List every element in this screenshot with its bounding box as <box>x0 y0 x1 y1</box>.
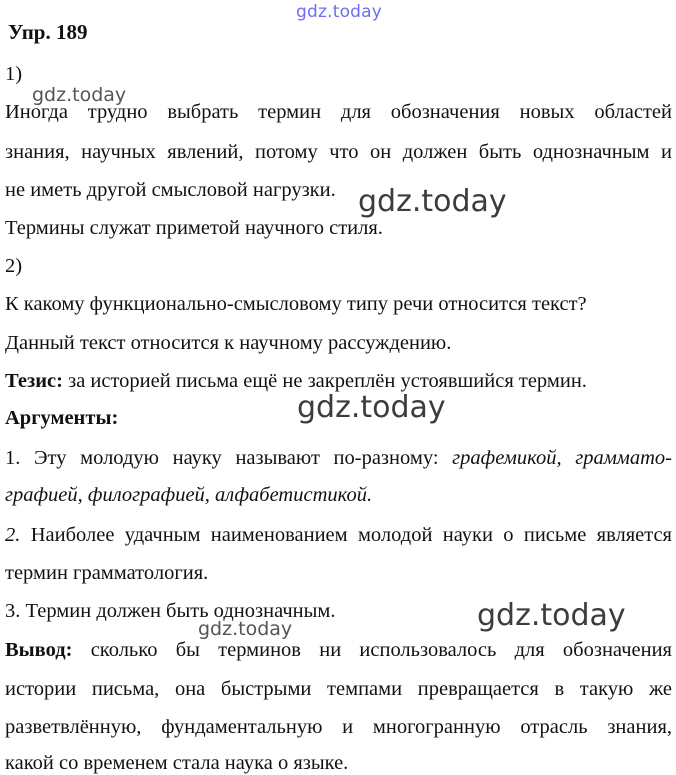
argument-2-continuation: термин грамматология. <box>5 562 209 584</box>
argument-3-line: 3. Термин должен быть однозначным. <box>5 600 336 622</box>
argument-2-line <box>5 523 672 547</box>
conclusion-line: истории письма, она быстрыми темпами превращается в такую же <box>5 678 672 700</box>
argument-2-text: Наиболее удачным наименованием молодой науки о письме является <box>20 524 672 546</box>
conclusion-line: какой со временем стала наука о языке. <box>5 752 349 774</box>
question-line: К какому функционально-смысловому типу речи относится текст? <box>5 293 587 315</box>
arguments-label: Аргументы: <box>5 407 119 429</box>
argument-1-line <box>5 446 672 470</box>
argument-1-start: 1. Эту молодую науку называют по-разному: <box>5 447 453 469</box>
thesis-label: Тезис: <box>5 370 63 392</box>
paragraph-line: знания, научных явлений, потому что он должен быть однозначным и <box>5 141 672 163</box>
conclusion-line: разветвлённую, фундаментальную и многогранную отрасль знания, <box>5 716 672 738</box>
answer-line: Данный текст относится к научному рассуждению. <box>5 332 452 354</box>
argument-1-continuation: графией, филографией, алфабетистикой. <box>5 484 373 506</box>
conclusion-line <box>5 638 672 662</box>
watermark: gdz.today <box>296 2 383 22</box>
thesis-line <box>5 369 587 393</box>
argument-2-number: 2. <box>5 524 21 546</box>
paragraph-line: не иметь другой смысловой нагрузки. <box>5 179 336 201</box>
argument-1-italic: графемикой, граммато- <box>452 447 672 469</box>
watermark: gdz.today <box>32 84 127 106</box>
thesis-text: за историей письма ещё не закреплён устоявшийся термин. <box>62 370 587 392</box>
watermark: gdz.today <box>477 598 626 633</box>
paragraph-line: Иногда трудно выбрать термин для обозначения новых областей <box>5 101 672 123</box>
conclusion-text: сколько бы терминов ни использовалось для обозначения <box>72 639 672 661</box>
watermark: gdz.today <box>358 184 507 219</box>
part2-marker: 2) <box>5 255 23 277</box>
watermark: gdz.today <box>198 618 293 640</box>
part1-marker: 1) <box>5 63 23 85</box>
conclusion-label: Вывод: <box>5 639 73 661</box>
paragraph-line: Термины служат приметой научного стиля. <box>5 217 383 239</box>
exercise-title: Упр. 189 <box>8 20 88 44</box>
watermark: gdz.today <box>297 390 446 425</box>
